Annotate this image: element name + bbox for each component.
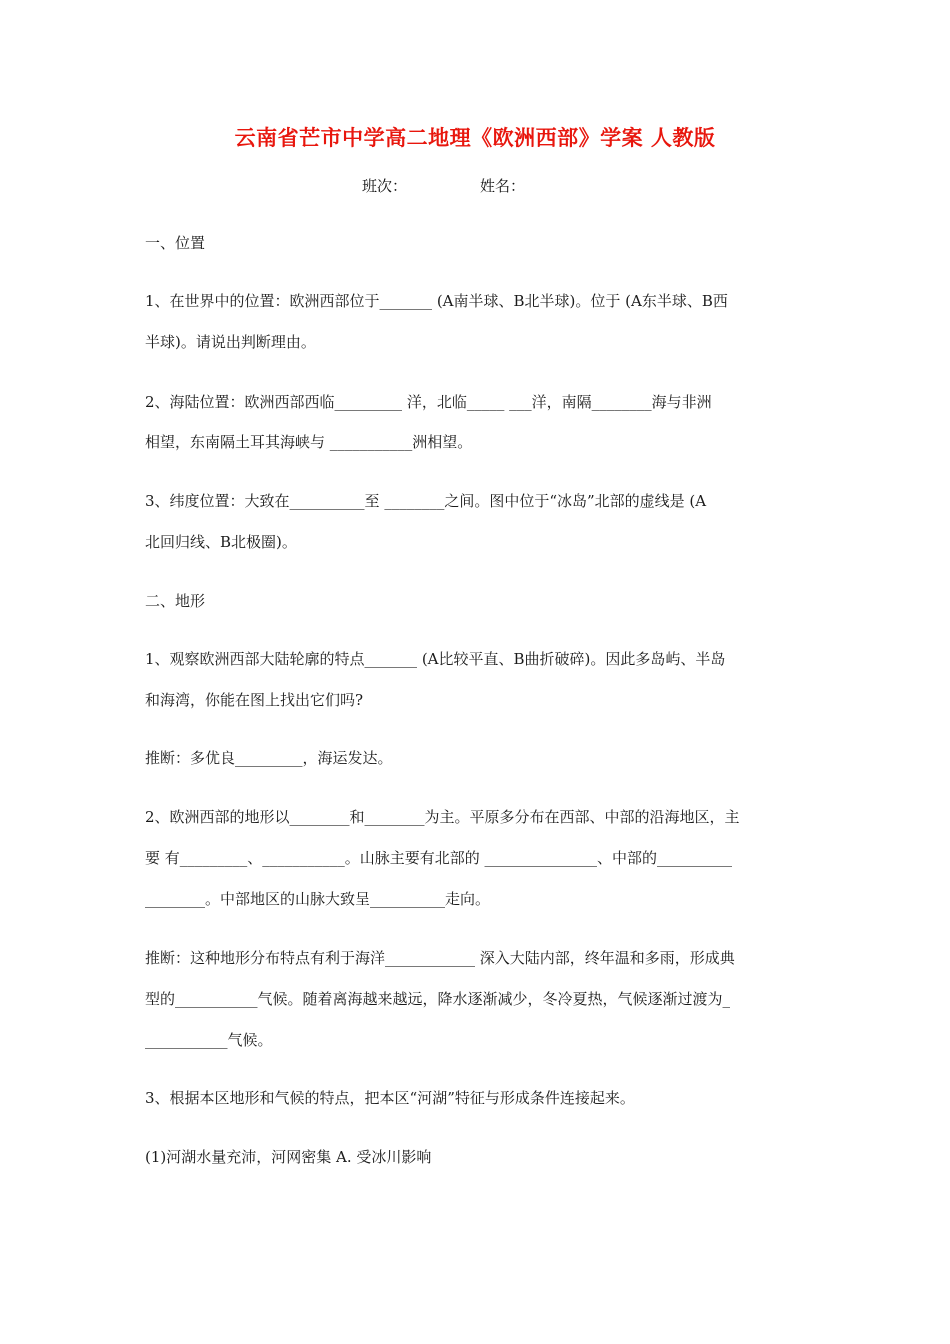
document-title: 云南省芒市中学高二地理《欧洲西部》学案 人教版 bbox=[234, 126, 716, 150]
section-heading-position: 一、位置 bbox=[145, 234, 206, 252]
body-line: 2、海陆位置：欧洲西部西临_________ 洋，北临_____ ___洋，南隔________海与非洲 bbox=[145, 393, 712, 411]
body-line: 1、在世界中的位置：欧洲西部位于_______ (A南半球、B北半球)。位于 (A东半球、B西 bbox=[145, 292, 728, 310]
section-heading-terrain: 二、地形 bbox=[145, 592, 206, 610]
body-line: 和海湾，你能在图上找出它们吗? bbox=[145, 691, 364, 709]
body-line: 推断：多优良_________，海运发达。 bbox=[145, 749, 393, 767]
body-line: 相望，东南隔土耳其海峡与 ___________洲相望。 bbox=[145, 433, 473, 451]
body-line: (1)河湖水量充沛，河网密集 A. 受冰川影响 bbox=[145, 1148, 432, 1166]
body-line: 2、欧洲西部的地形以________和________为主。平原多分布在西部、中部的沿海地区，主 bbox=[145, 808, 740, 826]
class-label: 班次： bbox=[362, 177, 408, 195]
body-line: 要 有_________、___________。山脉主要有北部的 _______________、中部的__________ bbox=[145, 849, 733, 867]
body-line: ___________气候。 bbox=[145, 1031, 273, 1049]
body-line: 半球)。请说出判断理由。 bbox=[145, 333, 316, 351]
body-line: 推断：这种地形分布特点有利于海洋____________ 深入大陆内部，终年温和多雨，形成典 bbox=[145, 949, 735, 967]
name-label: 姓名： bbox=[480, 177, 526, 195]
body-line: 3、根据本区地形和气候的特点，把本区“河湖”特征与形成条件连接起来。 bbox=[145, 1089, 635, 1107]
body-line: 北回归线、B北极圈)。 bbox=[145, 533, 297, 551]
body-line: ________。中部地区的山脉大致呈__________走向。 bbox=[145, 890, 491, 908]
body-line: 3、纬度位置：大致在__________至 ________之间。图中位于“冰岛”北部的虚线是 (A bbox=[145, 492, 707, 510]
body-line: 型的___________气候。随着离海越来越远，降水逐渐减少，冬冷夏热，气候逐渐过渡为_ bbox=[145, 990, 731, 1008]
body-line: 1、观察欧洲西部大陆轮廓的特点_______ (A比较平直、B曲折破碎)。因此多岛屿、半岛 bbox=[145, 650, 726, 668]
